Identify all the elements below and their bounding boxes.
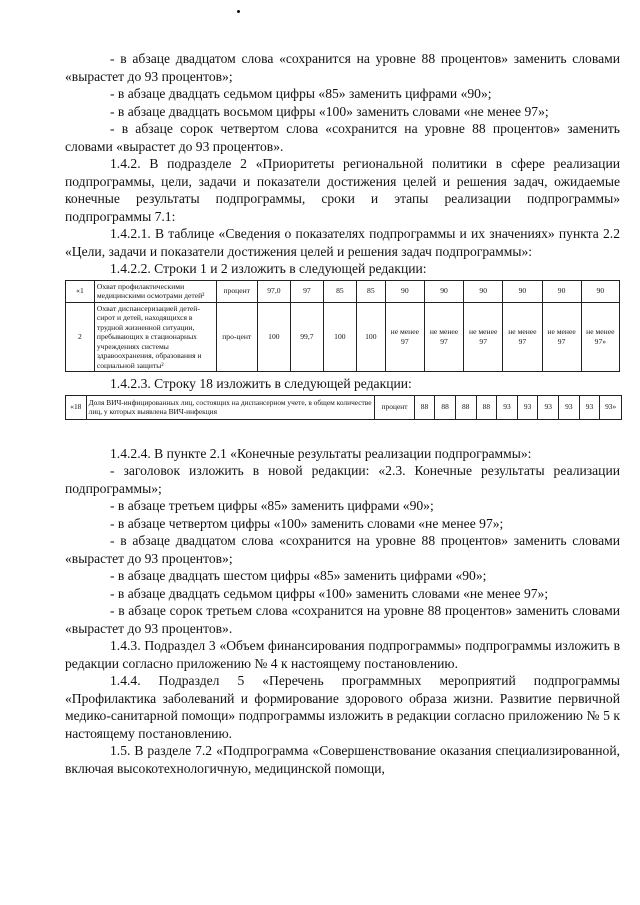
document-page	[65, 50, 620, 777]
page-mark-dot	[237, 10, 240, 13]
paragraph: 1.4.2.4. В пункте 2.1 «Конечные результаты реализации подпрограммы»:	[110, 445, 532, 461]
table-cell: «1	[66, 280, 95, 302]
table-cell: 93	[579, 395, 600, 419]
table-cell: «18	[66, 395, 87, 419]
paragraph: - в абзаце двадцать шестом цифры «85» заменить цифрами «90»;	[110, 568, 487, 583]
table-cell: 93	[538, 395, 559, 419]
paragraph: 1.4.2. В подразделе 2 «Приоритеты региональной политики в сфере реализации подпрограммы, цели, задачи и показатели достижения целей и решения задач, ожидаемые конечные результаты подпрограммы, сроки и этапы реализации подпрограммы» подпрограммы 7.1:	[65, 156, 620, 224]
paragraph: - в абзаце двадцать седьмом цифры «100» заменить словами «не менее 97»;	[110, 585, 549, 601]
table-row	[66, 302, 620, 372]
paragraph: 1.5. В разделе 7.2 «Подпрограмма «Совершенствование оказания специализированной, включая высокотехнологичную, медицинской помощи,	[65, 743, 620, 776]
paragraph: 1.4.2.2. Строки 1 и 2 изложить в следующей редакции:	[110, 261, 427, 276]
table-cell: 93»	[600, 395, 622, 419]
table-cell: про-цент	[216, 302, 257, 372]
paragraph: - заголовок изложить в новой редакции: «2.3. Конечные результаты реализации подпрограммы»;	[65, 463, 620, 496]
table-cell: 90	[503, 280, 542, 302]
paragraph: - в абзаце двадцатом слова «сохранится на уровне 88 процентов» заменить словами «вырастет до 93 процентов»;	[65, 533, 620, 566]
indicators-table-row-18	[65, 395, 622, 420]
table-cell: 97	[290, 280, 323, 302]
paragraph: 1.4.4. Подраздел 5 «Перечень программных мероприятий подпрограммы «Профилактика заболеваний и формирование здорового образа жизни. Развитие первичной медико-санитарной помощи» подпрограммы изложить в редакции согласно приложению № 5 к настоящему постановлению.	[65, 673, 620, 741]
table-cell: 100	[257, 302, 290, 372]
table-cell: процент	[216, 280, 257, 302]
table-cell: не менее 97	[464, 302, 503, 372]
table-cell: не менее 97	[542, 302, 581, 372]
table-cell: не менее 97»	[581, 302, 619, 372]
table-row	[66, 280, 620, 302]
table-cell: 93	[559, 395, 580, 419]
paragraph: - в абзаце сорок третьем слова «сохранится на уровне 88 процентов» заменить словами «вырастет до 93 процентов».	[65, 603, 620, 636]
paragraph: 1.4.3. Подраздел 3 «Объем финансирования подпрограммы» подпрограммы изложить в редакции согласно приложению № 4 к настоящему постановлению.	[65, 638, 620, 671]
table-cell: процент	[375, 395, 414, 419]
table-cell: 2	[66, 302, 95, 372]
paragraph: - в абзаце двадцать восьмом цифры «100» заменить словами «не менее 97»;	[110, 103, 549, 119]
table-cell: 88	[414, 395, 435, 419]
paragraph: - в абзаце двадцатом слова «сохранится на уровне 88 процентов» заменить словами «вырастет до 93 процентов»;	[65, 51, 620, 84]
paragraph: 1.4.2.3. Строку 18 изложить в следующей редакции:	[110, 376, 412, 391]
table-cell: Охват профилактическими медицинскими осмотрами детей²	[94, 280, 216, 302]
paragraph: - в абзаце третьем цифры «85» заменить цифрами «90»;	[110, 498, 434, 513]
table-cell: 100	[356, 302, 385, 372]
paragraph: 1.4.2.1. В таблице «Сведения о показателях подпрограммы и их значениях» пункта 2.2 «Цели, задачи и показатели достижения целей и решения задач подпрограммы»:	[65, 226, 620, 259]
table-cell: 88	[455, 395, 476, 419]
paragraph: - в абзаце двадцать седьмом цифры «85» заменить цифрами «90»;	[110, 86, 492, 101]
table-cell: не менее 97	[503, 302, 542, 372]
table-cell: Доля ВИЧ-инфицированных лиц, состоящих на диспансерном учете, в общем количестве лиц, у которых выявлена ВИЧ-инфекция	[86, 395, 375, 419]
table-cell: 88	[435, 395, 456, 419]
table-cell: Охват диспансеризацией детей-сирот и детей, находящихся в трудной жизненной ситуации, пребывающих в стационарных учреждениях системы здравоохранения, образования и социальной защиты²	[94, 302, 216, 372]
table-cell: 90	[542, 280, 581, 302]
table-cell: 88	[476, 395, 497, 419]
table-cell: 85	[356, 280, 385, 302]
table-cell: 90	[424, 280, 463, 302]
paragraph: - в абзаце сорок четвертом слова «сохранится на уровне 88 процентов» заменить словами «вырастет до 93 процентов».	[65, 121, 620, 154]
indicators-table-rows-1-2	[65, 280, 620, 373]
paragraph: - в абзаце четвертом цифры «100» заменить словами «не менее 97»;	[110, 515, 504, 531]
table-cell: 97,0	[257, 280, 290, 302]
table-cell: 93	[497, 395, 518, 419]
table-cell: 90	[581, 280, 619, 302]
table-cell: 90	[385, 280, 424, 302]
table-cell: 85	[323, 280, 356, 302]
table-row	[66, 395, 622, 419]
table-cell: 90	[464, 280, 503, 302]
table-cell: 93	[517, 395, 538, 419]
table-cell: 100	[323, 302, 356, 372]
table-cell: не менее 97	[424, 302, 463, 372]
table-cell: 99,7	[290, 302, 323, 372]
table-cell: не менее 97	[385, 302, 424, 372]
